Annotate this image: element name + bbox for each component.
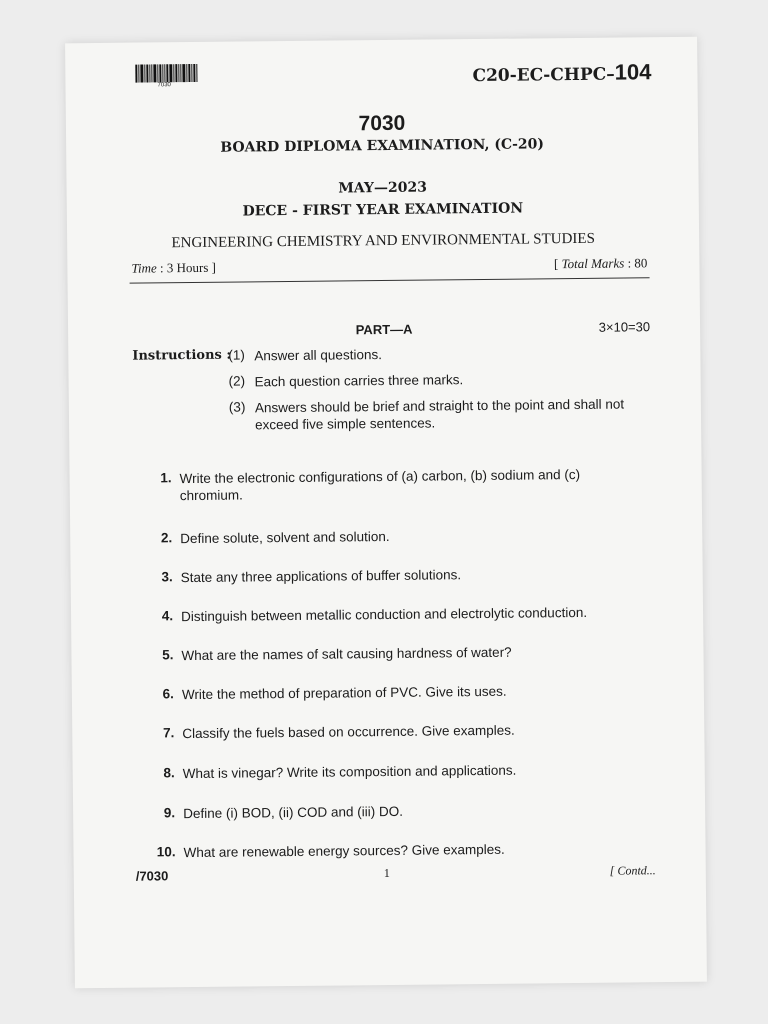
exam-month: MAY—2023 — [338, 179, 427, 197]
code-prefix: C20-EC-CHPC– — [472, 64, 615, 87]
question-number: 3. — [161, 569, 173, 585]
instruction-item — [229, 369, 629, 390]
total-marks — [554, 255, 648, 272]
question-paper-code — [472, 59, 651, 87]
marks-label: Total Marks — [561, 255, 625, 272]
time-label: Time — [131, 260, 157, 276]
question-number: 9. — [163, 805, 176, 821]
instruction-text: Answer all questions. — [254, 347, 383, 364]
question-number: 2. — [160, 530, 173, 546]
question-item — [133, 642, 653, 664]
question-item — [133, 564, 653, 586]
question-item — [135, 760, 655, 782]
question-item — [135, 839, 655, 861]
barcode-number: 7030 — [157, 82, 171, 89]
question-text: Write the electronic configurations of (a) carbon, (b) sodium and (c) chromium. — [179, 466, 581, 504]
question-text: State any three applications of buffer solutions. — [180, 567, 462, 586]
header-divider — [130, 277, 650, 283]
question-item — [134, 681, 654, 703]
page-number: 1 — [383, 865, 390, 881]
instruction-number: (2) — [228, 373, 246, 389]
marks-prefix: [ — [553, 256, 562, 272]
part-title: PART—A — [355, 321, 413, 338]
instruction-text: Answers should be brief and straight to the point and shall not exceed five simple sentences. — [254, 396, 625, 433]
question-number: 5. — [162, 647, 174, 663]
time-value: : 3 Hours ] — [159, 259, 217, 276]
exam-title: DECE - FIRST YEAR EXAMINATION — [242, 200, 524, 220]
question-text: Define solute, solvent and solution. — [180, 528, 390, 547]
instruction-item — [228, 343, 628, 364]
part-marks: 3×10=30 — [598, 319, 651, 335]
instruction-item — [229, 395, 629, 433]
marks-value: : 80 — [624, 255, 648, 271]
question-number: 1. — [160, 470, 172, 486]
barcode — [135, 64, 207, 83]
instruction-text: Each question carries three marks. — [254, 372, 464, 390]
exam-paper — [65, 37, 707, 989]
question-number: 7. — [162, 725, 175, 741]
question-text: Classify the fuels based on occurrence. Give examples. — [182, 722, 515, 742]
question-text: Define (i) BOD, (ii) COD and (iii) DO. — [183, 803, 403, 822]
instruction-number: (3) — [228, 399, 246, 415]
question-text: Write the method of preparation of PVC. Give its uses. — [181, 683, 507, 703]
question-number: 10. — [156, 844, 176, 860]
question-text: Distinguish between metallic conduction and electrolytic conduction. — [181, 604, 588, 625]
subject-title: ENGINEERING CHEMISTRY AND ENVIRONMENTAL STUDIES — [171, 230, 595, 252]
board-title: BOARD DIPLOMA EXAMINATION, (C-20) — [220, 136, 545, 156]
footer-paper-code: /7030 — [135, 868, 169, 884]
question-number: 6. — [162, 686, 174, 702]
code-number: 104 — [614, 59, 652, 85]
question-item — [133, 603, 653, 625]
question-text: What are renewable energy sources? Give examples. — [183, 841, 505, 861]
continued-note: [ Contd... — [609, 863, 656, 878]
question-item — [132, 525, 652, 547]
question-number: 8. — [163, 765, 175, 781]
question-item — [135, 800, 655, 822]
question-number: 4. — [161, 608, 174, 624]
question-text: What are the names of salt causing hardness of water? — [181, 644, 512, 664]
question-item — [132, 465, 652, 504]
paper-code: 7030 — [358, 111, 406, 136]
time-allowed — [131, 260, 216, 277]
instructions-label: Instructions : — [132, 347, 232, 364]
instruction-number: (1) — [228, 347, 245, 363]
question-text: What is vinegar? Write its composition and applications. — [182, 762, 517, 782]
question-item — [134, 720, 654, 742]
